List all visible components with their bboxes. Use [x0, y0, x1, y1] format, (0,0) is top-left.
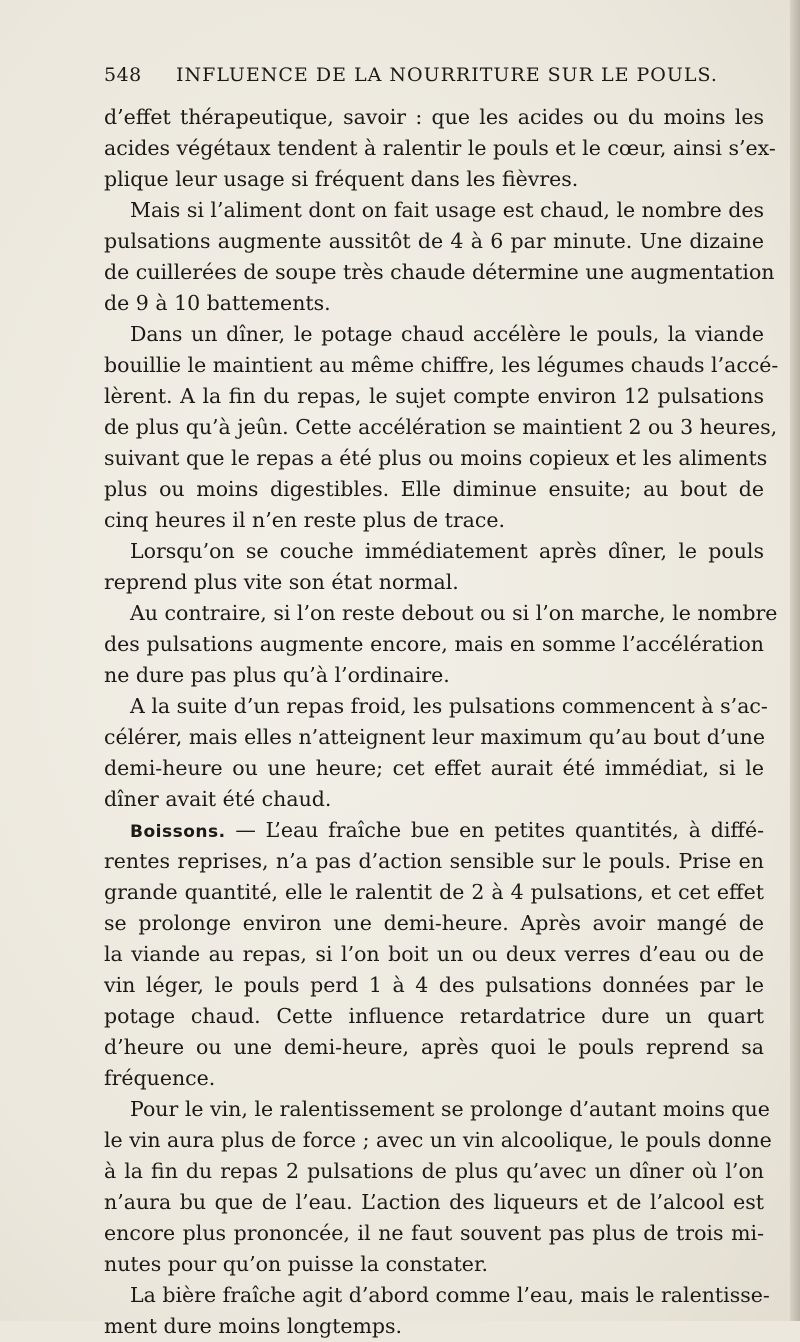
- running-title: INFLUENCE DE LA NOURRITURE SUR LE POULS.: [176, 64, 718, 86]
- page-edge: [790, 0, 800, 1321]
- text-line: potage chaud. Cette influence retardatrice dure un quart: [104, 1004, 764, 1028]
- text-line: reprend plus vite son état normal.: [104, 570, 459, 594]
- text-line: Lorsqu’on se couche immédiatement après dîner, le pouls: [130, 539, 764, 563]
- text-line: de 9 à 10 battements.: [104, 291, 331, 315]
- text-line: cinq heures il n’en reste plus de trace.: [104, 508, 506, 532]
- text-line: ment dure moins longtemps.: [104, 1314, 403, 1338]
- text-line: encore plus prononcée, il ne faut souvent pas plus de trois mi-: [104, 1221, 764, 1245]
- text-line: plique leur usage si fréquent dans les fièvres.: [104, 167, 579, 191]
- section-heading: Boissons.: [130, 822, 226, 842]
- text-line: bouillie le maintient au même chiffre, les légumes chauds l’accé-: [104, 353, 779, 377]
- text-line-with-heading: [104, 815, 764, 846]
- text-line: lèrent. A la fin du repas, le sujet compte environ 12 pulsations: [104, 384, 764, 408]
- text-line: dîner avait été chaud.: [104, 787, 332, 811]
- text-line: La bière fraîche agit d’abord comme l’eau, mais le ralentisse-: [130, 1283, 770, 1307]
- text-line: plus ou moins digestibles. Elle diminue ensuite; au bout de: [104, 477, 764, 501]
- text-line: demi-heure ou une heure; cet effet aurait été immédiat, si le: [104, 756, 764, 780]
- text-line: se prolonge environ une demi-heure. Après avoir mangé de: [104, 911, 764, 935]
- text-line: vin léger, le pouls perd 1 à 4 des pulsations données par le: [104, 973, 764, 997]
- page-header: [104, 64, 718, 96]
- text-line: Dans un dîner, le potage chaud accélère le pouls, la viande: [130, 322, 764, 346]
- text-line: Au contraire, si l’on reste debout ou si l’on marche, le nombre: [130, 601, 778, 625]
- text-line: des pulsations augmente encore, mais en somme l’accélération: [104, 632, 764, 656]
- text-line: n’aura bu que de l’eau. L’action des liqueurs et de l’alcool est: [104, 1190, 764, 1214]
- body-text: [104, 102, 779, 1342]
- text-line: fréquence.: [104, 1066, 216, 1090]
- text-line: — L’eau fraîche bue en petites quantités, à diffé-: [225, 818, 764, 842]
- text-line: la viande au repas, si l’on boit un ou deux verres d’eau ou de: [104, 942, 764, 966]
- text-line: acides végétaux tendent à ralentir le pouls et le cœur, ainsi s’ex-: [104, 136, 776, 160]
- text-line: nutes pour qu’on puisse la constater.: [104, 1252, 489, 1276]
- text-line: Mais si l’aliment dont on fait usage est chaud, le nombre des: [130, 198, 764, 222]
- text-line: célérer, mais elles n’atteignent leur maximum qu’au bout d’une: [104, 725, 765, 749]
- text-line: le vin aura plus de force ; avec un vin alcoolique, le pouls donne: [104, 1128, 772, 1152]
- text-line: Pour le vin, le ralentissement se prolonge d’autant moins que: [130, 1097, 770, 1121]
- text-line: ne dure pas plus qu’à l’ordinaire.: [104, 663, 450, 687]
- text-line: suivant que le repas a été plus ou moins copieux et les aliments: [104, 446, 768, 470]
- text-line: d’heure ou une demi-heure, après quoi le pouls reprend sa: [104, 1035, 764, 1059]
- text-line: rentes reprises, n’a pas d’action sensible sur le pouls. Prise en: [104, 849, 764, 873]
- text-line: pulsations augmente aussitôt de 4 à 6 par minute. Une dizaine: [104, 229, 764, 253]
- text-line: de cuillerées de soupe très chaude détermine une augmentation: [104, 260, 775, 284]
- text-line: grande quantité, elle le ralentit de 2 à 4 pulsations, et cet effet: [104, 880, 764, 904]
- text-line: A la suite d’un repas froid, les pulsations commencent à s’ac-: [130, 694, 768, 718]
- text-line: de plus qu’à jeûn. Cette accélération se maintient 2 ou 3 heures,: [104, 415, 778, 439]
- page-number: 548: [104, 64, 142, 86]
- text-line: d’effet thérapeutique, savoir : que les acides ou du moins les: [104, 105, 764, 129]
- text-line: à la fin du repas 2 pulsations de plus qu’avec un dîner où l’on: [104, 1159, 764, 1183]
